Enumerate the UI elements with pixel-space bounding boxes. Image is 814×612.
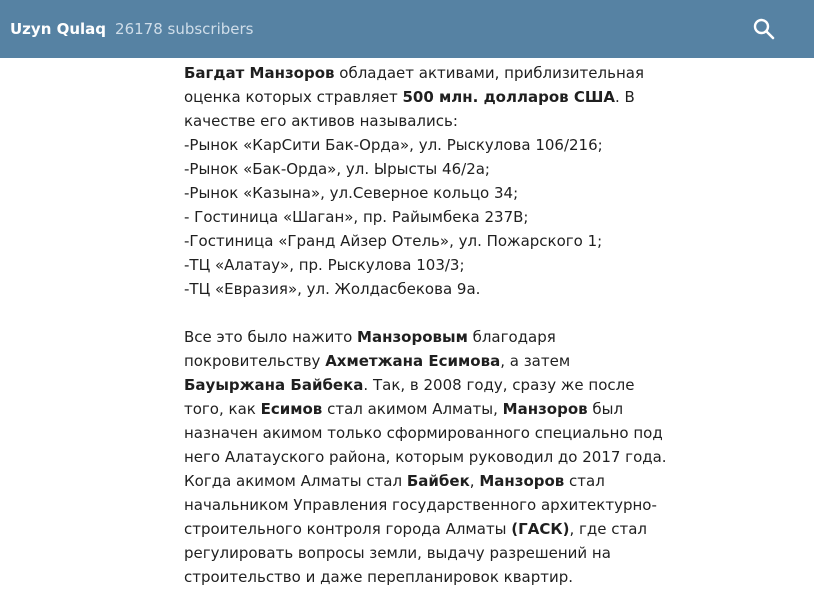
bold-name: Багдат Манзоров [184, 64, 335, 82]
channel-name[interactable]: Uzyn Qulaq [10, 20, 107, 38]
bold-name: Есимов [260, 400, 323, 418]
asset-item: - Гостиница «Шаган», пр. Райымбека 237В; [184, 208, 529, 226]
post-paragraph-history [184, 325, 668, 589]
post-paragraph-assets-intro [184, 61, 668, 133]
text-span: обладает активами, приблизительная оценка которых стравляет [184, 64, 644, 106]
text-span: стал акимом Алматы, [322, 400, 503, 418]
text-span: Все это было нажито [184, 328, 358, 346]
asset-item: -Рынок «Казына», ул.Северное кольцо 34; [184, 184, 519, 202]
asset-item: -ТЦ «Евразия», ул. Жолдасбекова 9а. [184, 280, 481, 298]
asset-item: -Рынок «КарСити Бак-Орда», ул. Рыскулова 106/216; [184, 136, 603, 154]
channel-header [0, 0, 814, 58]
text-span: стал начальником Управления государственного архитектурно-строительного контроля города Алматы [184, 472, 657, 538]
text-span: . Так, в 2008 году, сразу же после того, как [184, 376, 635, 418]
bold-name: Манзоров [479, 472, 565, 490]
paragraph-gap [184, 301, 668, 325]
text-span: . В качестве его активов назывались: [184, 88, 635, 130]
text-span: был назначен акимом только сформированного специально под него Алатауского района, которым руководил до 2017 года. Когда акимом Алматы стал [184, 400, 667, 490]
text-span: благодаря покровительству [184, 328, 556, 370]
subscriber-count: 26178 subscribers [115, 20, 254, 38]
text-span: , [469, 472, 480, 490]
post-text [184, 58, 668, 589]
bold-name: Манзоров [502, 400, 588, 418]
search-button[interactable] [752, 17, 776, 41]
asset-item: -ТЦ «Алатау», пр. Рыскулова 103/3; [184, 256, 465, 274]
bold-name: Ахметжана Есимова [325, 352, 501, 370]
search-icon [752, 17, 776, 41]
asset-item: -Гостиница «Гранд Айзер Отель», ул. Пожарского 1; [184, 232, 603, 250]
bold-amount: 500 млн. долларов США [402, 88, 615, 106]
bold-abbreviation: (ГАСК) [511, 520, 570, 538]
bold-name: Бауыржана Байбека [184, 376, 364, 394]
asset-item: -Рынок «Бак-Орда», ул. Ырысты 46/2а; [184, 160, 490, 178]
bold-name: Байбек [406, 472, 470, 490]
bold-name: Манзоровым [357, 328, 468, 346]
text-span: , а затем [500, 352, 571, 370]
text-span: , где стал регулировать вопросы земли, выдачу разрешений на строительство и даже перепланировок квартир. [184, 520, 648, 586]
